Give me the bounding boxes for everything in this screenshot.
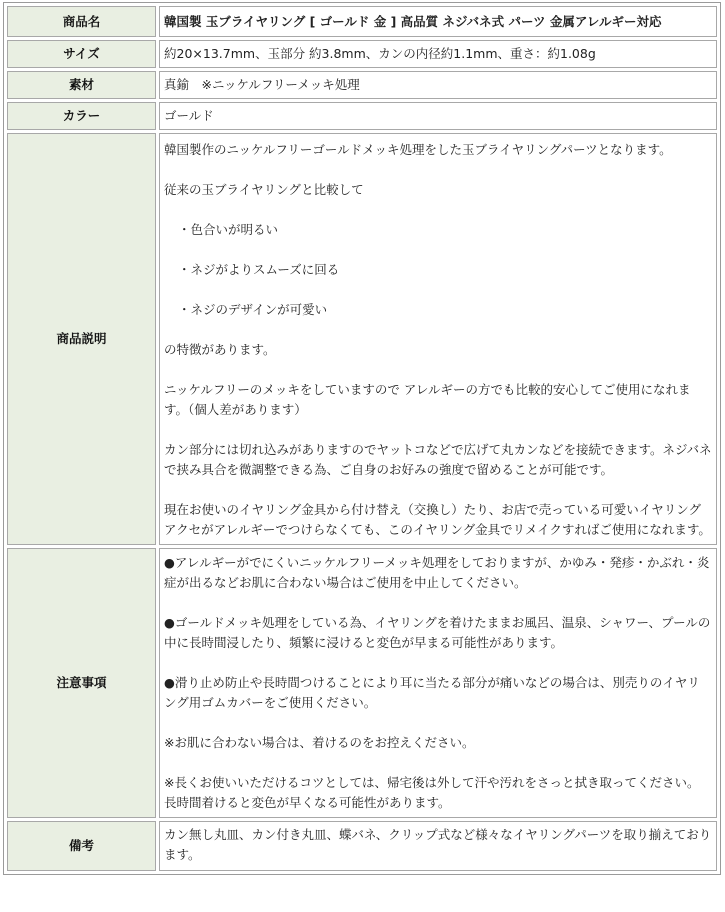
value-color: ゴールド [159, 102, 717, 130]
note-paragraph: ●滑り止め防止や長時間つけることにより耳に当たる部分が痛いなどの場合は、別売りのイヤリング用ゴムカバーをご使用ください。 [164, 675, 700, 710]
value-notes [159, 548, 717, 818]
description-paragraph: 従来の玉ブライヤリングと比較して [164, 182, 364, 197]
label-remarks: 備考 [7, 821, 156, 871]
description-paragraph: の特徴があります。 [164, 342, 276, 357]
value-remarks: カン無し丸皿、カン付き丸皿、蝶バネ、クリップ式など様々なイヤリングパーツを取り揃えております。 [159, 821, 717, 871]
description-paragraph: 現在お使いのイヤリング金具から付け替え（交換し）たり、お店で売っている可愛いイヤリングアクセがアレルギーでつけらなくても、このイヤリング金具でリメイクすればご使用になれます。 [164, 502, 711, 537]
description-paragraph: 韓国製作のニッケルフリーゴールドメッキ処理をした玉ブライヤリングパーツとなります。 [164, 142, 672, 157]
description-paragraph: ニッケルフリーのメッキをしていますので アレルギーの方でも比較的安心してご使用になれます。（個人差があります） [164, 382, 691, 417]
label-color: カラー [7, 102, 156, 130]
description-feature-item: ・ネジがよりスムーズに回る [178, 262, 340, 277]
row-description [7, 133, 717, 545]
description-feature-item: ・色合いが明るい [178, 222, 279, 237]
label-size: サイズ [7, 40, 156, 68]
note-paragraph: ●アレルギーがでにくいニッケルフリーメッキ処理をしておりますが、かゆみ・発疹・かぶれ・炎症が出るなどお肌に合わない場合はご使用を中止してください。 [164, 555, 710, 590]
row-notes [7, 548, 717, 818]
value-size: 約20×13.7mm、玉部分 約3.8mm、カンの内径約1.1mm、重さ：約1.08g [159, 40, 717, 68]
row-product-name [7, 6, 717, 37]
description-paragraph: カン部分には切れ込みがありますのでヤットコなどで広げて丸カンなどを接続できます。ネジバネで挟み具合を微調整できる為、ご自身のお好みの強度で留めることが可能です。 [164, 442, 712, 477]
product-spec-table [3, 2, 721, 875]
value-material: 真鍮 ※ニッケルフリーメッキ処理 [159, 71, 717, 99]
row-color [7, 102, 717, 130]
row-size [7, 40, 717, 68]
label-material: 素材 [7, 71, 156, 99]
note-paragraph: ※長くお使いいただけるコツとしては、帰宅後は外して汗や汚れをさっと拭き取ってください。 長時間着けると変色が早くなる可能性があります。 [164, 775, 700, 810]
value-description [159, 133, 717, 545]
description-feature-item: ・ネジのデザインが可愛い [178, 302, 328, 317]
label-description: 商品説明 [7, 133, 156, 545]
value-product-name: 韓国製 玉ブライヤリング [ ゴールド 金 ] 高品質 ネジバネ式 パーツ 金属アレルギー対応 [159, 6, 717, 37]
row-remarks [7, 821, 717, 871]
note-paragraph: ※お肌に合わない場合は、着けるのをお控えください。 [164, 735, 475, 750]
label-notes: 注意事項 [7, 548, 156, 818]
label-product-name: 商品名 [7, 6, 156, 37]
row-material [7, 71, 717, 99]
note-paragraph: ●ゴールドメッキ処理をしている為、イヤリングを着けたままお風呂、温泉、シャワー、プールの中に長時間浸したり、頻繁に浸けると変色が早まる可能性があります。 [164, 615, 711, 650]
